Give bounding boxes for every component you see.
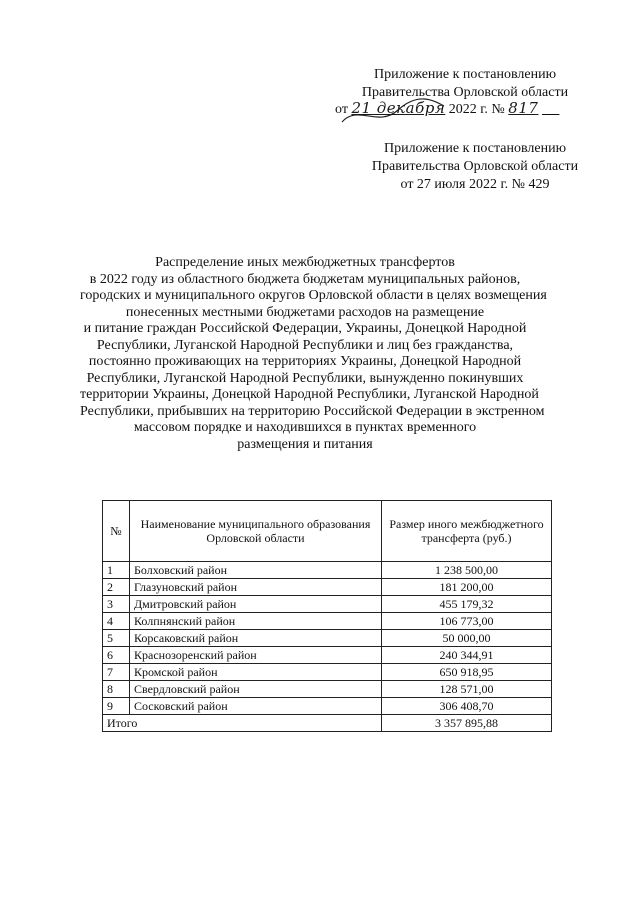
row-amount: 128 571,00 <box>382 681 552 698</box>
date-year: 2022 г. № <box>448 102 505 117</box>
heading-line: размещения и питания <box>237 436 373 452</box>
header-amount: Размер иного межбюджетного трансферта (руб.) <box>382 501 552 562</box>
handwritten-date: 21 декабря <box>351 99 446 117</box>
document-heading <box>80 255 547 453</box>
heading-line: Республики, Луганской Народной Республики и лиц без гражданства, <box>96 337 514 353</box>
row-municipality: Глазуновский район <box>130 579 382 596</box>
handwritten-number: 817 <box>508 99 539 117</box>
row-amount: 240 344,91 <box>382 647 552 664</box>
heading-line: Республики, Луганской Народной Республики, вынужденно покинувших <box>86 370 524 386</box>
row-amount: 1 238 500,00 <box>382 562 552 579</box>
table-row <box>103 596 552 613</box>
appendix-new-line2: Правительства Орловской области <box>361 85 569 100</box>
heading-line: понесенных местными бюджетами расходов на размещение <box>125 304 485 320</box>
row-number: 8 <box>103 681 130 698</box>
heading-line: и питание граждан Российской Федерации, Украины, Донецкой Народной <box>83 321 527 336</box>
total-amount: 3 357 895,88 <box>382 715 552 732</box>
row-municipality: Болховский район <box>130 562 382 579</box>
row-amount: 50 000,00 <box>382 630 552 647</box>
header-number: № <box>103 501 130 562</box>
table-row <box>103 613 552 630</box>
table-row <box>103 630 552 647</box>
row-amount: 650 918,95 <box>382 664 552 681</box>
row-municipality: Кромской район <box>130 664 382 681</box>
heading-line: постоянно проживающих на территориях Украины, Донецкой Народной <box>88 354 522 369</box>
number-underline <box>542 102 560 117</box>
row-municipality: Свердловский район <box>130 681 382 698</box>
row-municipality: Дмитровский район <box>130 596 382 613</box>
row-municipality: Колпнянский район <box>130 613 382 630</box>
row-amount: 455 179,32 <box>382 596 552 613</box>
row-number: 4 <box>103 613 130 630</box>
appendix-new-line1: Приложение к постановлению <box>373 67 557 82</box>
heading-line: в 2022 году из областного бюджета бюджетам муниципальных районов, <box>89 271 521 287</box>
row-amount: 106 773,00 <box>382 613 552 630</box>
table-total-row <box>103 715 552 732</box>
heading-line: массовом порядке и находившихся в пунктах временного <box>133 420 477 435</box>
appendix-header-old <box>340 140 610 194</box>
heading-line: Республики, прибывших на территорию Российской Федерации в экстренном <box>80 403 545 419</box>
header-municipality: Наименование муниципального образования Орловской области <box>130 501 382 562</box>
table-row <box>103 681 552 698</box>
row-number: 7 <box>103 664 130 681</box>
transfer-distribution-table <box>102 500 552 732</box>
table-row <box>103 698 552 715</box>
row-number: 5 <box>103 630 130 647</box>
row-municipality: Краснозоренский район <box>130 647 382 664</box>
heading-line: городских и муниципального округов Орловской области в целях возмещения <box>80 288 547 303</box>
row-number: 9 <box>103 698 130 715</box>
table-header-row <box>103 501 552 562</box>
resolution-date-line <box>335 99 595 121</box>
row-number: 6 <box>103 647 130 664</box>
row-number: 3 <box>103 596 130 613</box>
appendix-old-line1: Приложение к постановлению <box>383 141 567 156</box>
table-row <box>103 579 552 596</box>
row-number: 1 <box>103 562 130 579</box>
heading-line: территории Украины, Донецкой Народной Республики, Луганской Народной <box>80 387 539 402</box>
total-label: Итого <box>103 715 382 732</box>
heading-line: Распределение иных межбюджетных трансфертов <box>155 255 455 270</box>
row-municipality: Сосковский район <box>130 698 382 715</box>
row-number: 2 <box>103 579 130 596</box>
table-row <box>103 647 552 664</box>
appendix-old-line3: от 27 июля 2022 г. № 429 <box>400 177 550 192</box>
row-amount: 181 200,00 <box>382 579 552 596</box>
date-prefix: от <box>335 102 348 117</box>
table-row <box>103 664 552 681</box>
row-municipality: Корсаковский район <box>130 630 382 647</box>
row-amount: 306 408,70 <box>382 698 552 715</box>
table-row <box>103 562 552 579</box>
appendix-old-line2: Правительства Орловской области <box>371 159 579 174</box>
